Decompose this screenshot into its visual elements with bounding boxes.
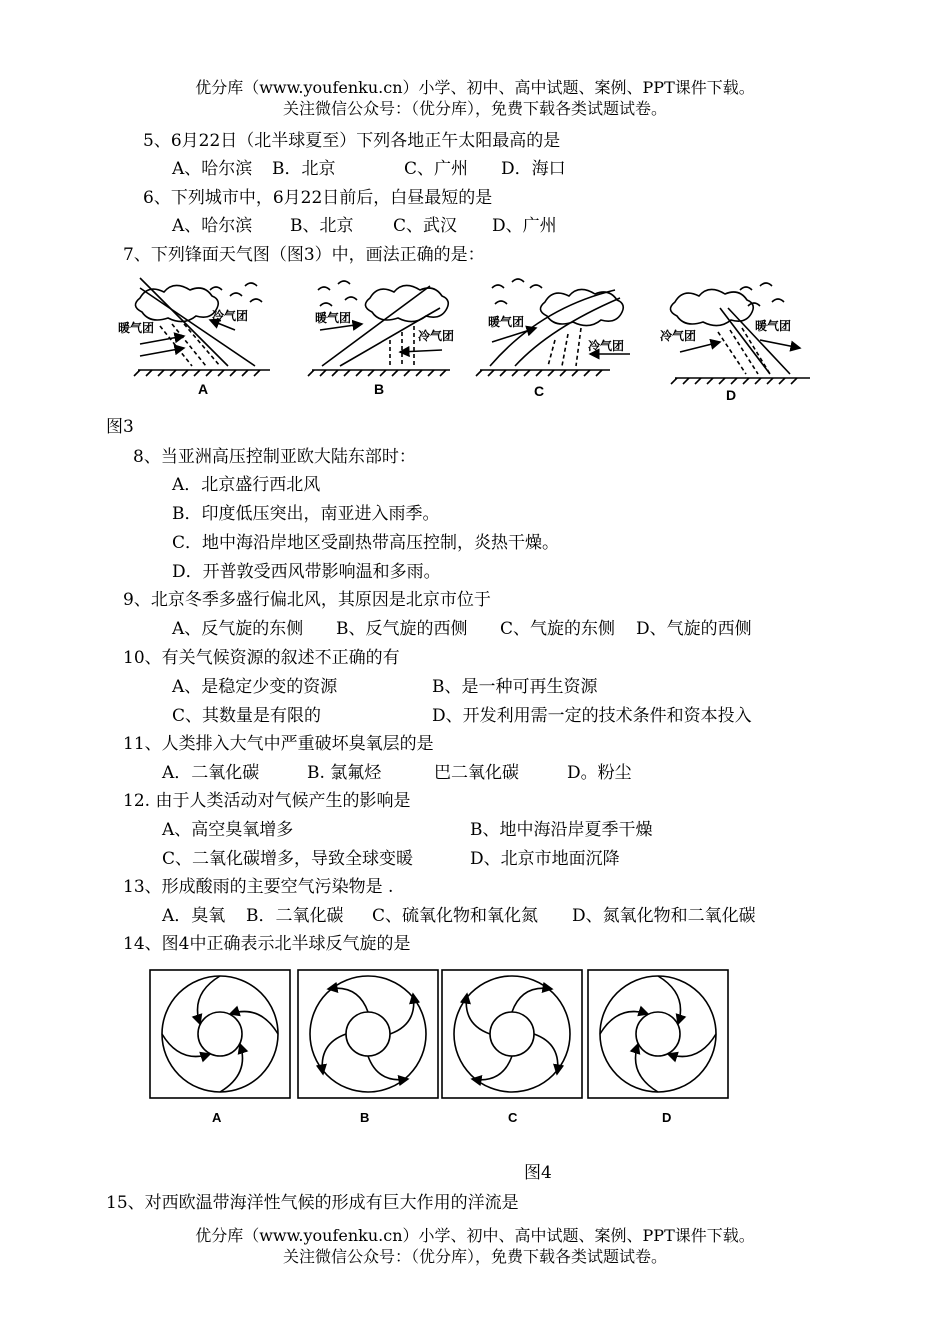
figure-4-cyclone-diagrams: [140, 962, 740, 1132]
q15-stem: 15、对西欧温带海洋性气候的形成有巨大作用的洋流是: [106, 1193, 519, 1213]
q6-option-c: C、武汉: [393, 216, 458, 236]
q5-option-c: C、广州: [404, 159, 469, 179]
q11-stem: 11、人类排入大气中严重破坏臭氧层的是: [123, 734, 434, 754]
fig3-a-warm-label: 暖气团: [118, 321, 155, 335]
q6-option-b: B、北京: [290, 216, 354, 236]
q10-option-d: D、开发利用需一定的技术条件和资本投入: [432, 706, 752, 726]
q9-option-c: C、气旋的东侧: [500, 619, 616, 639]
fig3-b-warm-label: 暖气团: [315, 311, 352, 325]
q12-option-c: C、二氧化碳增多，导致全球变暖: [162, 849, 414, 869]
q9-option-d: D、气旋的西侧: [636, 619, 752, 639]
fig4-label-b: B: [360, 1110, 370, 1125]
q8-option-d: D．开普敦受西风带影响温和多雨。: [172, 562, 441, 582]
fig3-label-d: D: [726, 387, 737, 403]
fig4-label-a: A: [212, 1110, 222, 1125]
q8-option-b: B．印度低压突出，南亚进入雨季。: [172, 504, 440, 524]
q13-option-c: C、硫氧化物和氧化氮: [372, 906, 539, 926]
fig3-d-warm-label: 暖气团: [755, 319, 792, 333]
fig3-label-b: B: [374, 381, 385, 397]
fig3-c-cold-label: 冷气团: [588, 339, 625, 353]
cyclone-diagram-a: [150, 970, 290, 1098]
q11-option-a: A．二氧化碳: [162, 763, 260, 783]
q5-option-d: D．海口: [501, 159, 566, 179]
q9-option-b: B、反气旋的西侧: [336, 619, 468, 639]
figure-4-caption: 图4: [524, 1163, 552, 1183]
q10-option-c: C、其数量是有限的: [172, 706, 322, 726]
q11-option-b: B. 氯氟烃: [307, 763, 382, 783]
q10-option-a: A、是稳定少变的资源: [172, 677, 338, 697]
q10-stem: 10、有关气候资源的叙述不正确的有: [123, 648, 400, 668]
q12-option-b: B、地中海沿岸夏季干燥: [470, 820, 653, 840]
fig3-label-c: C: [534, 383, 545, 399]
q13-stem: 13、形成酸雨的主要空气污染物是 .: [123, 877, 394, 897]
cyclone-diagram-b: [298, 970, 438, 1098]
footer-line-1: 优分库（www.youfenku.cn）小学、初中、高中试题、案例、PPT课件下载。: [195, 1226, 755, 1245]
q6-option-d: D、广州: [492, 216, 557, 236]
cyclone-diagram-d: [588, 970, 728, 1098]
q14-stem: 14、图4中正确表示北半球反气旋的是: [123, 934, 411, 954]
figure-3-caption: 图3: [106, 417, 134, 437]
figure-3-front-diagrams: [100, 268, 820, 408]
fig4-label-c: C: [508, 1110, 518, 1125]
fig4-label-d: D: [662, 1110, 672, 1125]
header-line-1: 优分库（www.youfenku.cn）小学、初中、高中试题、案例、PPT课件下载。: [195, 78, 755, 97]
q11-option-c: 巴二氧化碳: [434, 763, 519, 783]
fig3-label-a: A: [198, 381, 209, 397]
q8-option-c: C．地中海沿岸地区受副热带高压控制，炎热干燥。: [172, 533, 560, 553]
fig3-d-cold-label: 冷气团: [660, 329, 697, 343]
q8-stem: 8、当亚洲高压控制亚欧大陆东部时：: [133, 447, 416, 467]
q9-option-a: A、反气旋的东侧: [172, 619, 304, 639]
q7-stem: 7、下列锋面天气图（图3）中，画法正确的是：: [123, 245, 485, 265]
q13-option-a: A．臭氧: [162, 906, 226, 926]
q12-option-a: A、高空臭氧增多: [162, 820, 294, 840]
q6-stem: 6、下列城市中，6月22日前后，白昼最短的是: [143, 188, 493, 208]
q11-option-d: D。粉尘: [567, 763, 632, 783]
q5-option-b: B．北京: [272, 159, 336, 179]
fig3-c-warm-label: 暖气团: [488, 315, 525, 329]
q5-stem: 5、6月22日（北半球夏至）下列各地正午太阳最高的是: [143, 131, 561, 151]
q13-option-d: D、氮氧化物和二氧化碳: [572, 906, 756, 926]
fig3-a-cold-label: 冷气团: [212, 309, 249, 323]
q13-option-b: B．二氧化碳: [246, 906, 344, 926]
q12-stem: 12. 由于人类活动对气候产生的影响是: [123, 791, 411, 811]
q9-stem: 9、北京冬季多盛行偏北风，其原因是北京市位于: [123, 590, 491, 610]
fig3-b-cold-label: 冷气团: [418, 329, 455, 343]
q5-option-a: A、哈尔滨: [172, 159, 253, 179]
q10-option-b: B、是一种可再生资源: [432, 677, 598, 697]
header-line-2: 关注微信公众号：（优分库），免费下载各类试题试卷。: [282, 99, 667, 118]
cyclone-diagram-c: [442, 970, 582, 1098]
q12-option-d: D、北京市地面沉降: [470, 849, 620, 869]
footer-line-2: 关注微信公众号：（优分库），免费下载各类试题试卷。: [282, 1247, 667, 1266]
q6-option-a: A、哈尔滨: [172, 216, 253, 236]
q8-option-a: A．北京盛行西北风: [172, 475, 321, 495]
front-diagram-a: [134, 278, 270, 376]
